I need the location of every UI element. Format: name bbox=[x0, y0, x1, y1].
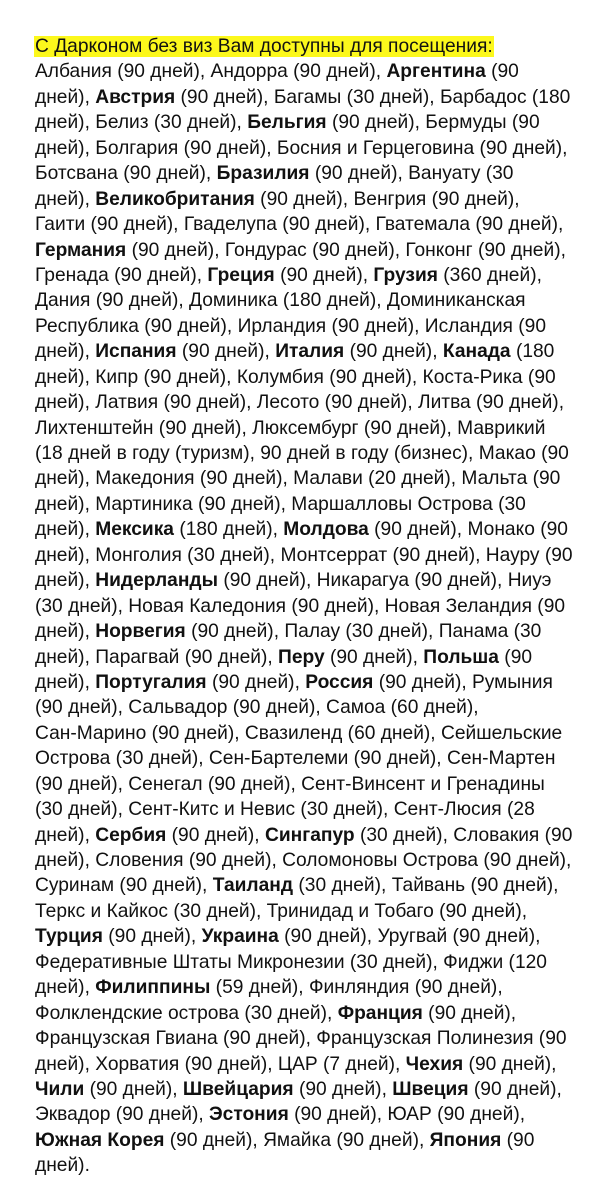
country-name-bold: Швейцария bbox=[182, 1078, 294, 1100]
text-segment: (90 дней), Багамы (30 дней), Барбадос (180 bbox=[175, 86, 571, 108]
country-list bbox=[35, 59, 573, 1178]
text-segment: (90 дней), bbox=[463, 1053, 557, 1075]
country-name-bold: Португалия bbox=[95, 671, 207, 693]
text-line bbox=[35, 238, 573, 263]
text-segment: дней), Белиз (30 дней), bbox=[35, 112, 248, 134]
text-segment: дней), bbox=[35, 341, 96, 363]
text-segment: (90 дней), Ямайка (90 дней), bbox=[164, 1129, 430, 1151]
text-segment: дней), Латвия (90 дней), Лесото (90 дней), Литва (90 дней), bbox=[35, 392, 565, 414]
text-line bbox=[35, 975, 573, 1000]
text-line bbox=[35, 466, 573, 491]
text-segment: Республика (90 дней), Ирландия (90 дней), Исландия (90 bbox=[35, 315, 546, 337]
country-name-bold: Сингапур bbox=[264, 824, 355, 846]
text-segment: (90 дней), ЮАР (90 дней), bbox=[288, 1104, 526, 1126]
text-line bbox=[35, 568, 573, 593]
country-name-bold: Греция bbox=[207, 264, 275, 286]
country-name-bold: Италия bbox=[275, 341, 345, 363]
text-segment: (90 дней), Уругвай (90 дней), bbox=[278, 926, 541, 948]
text-segment: (90 дней), Вануату (30 bbox=[309, 163, 514, 185]
text-segment: (90 дней), bbox=[274, 264, 374, 286]
text-segment: дней), bbox=[35, 188, 96, 210]
text-segment: Сан-Марино (90 дней), Свазиленд (60 дней), Сейшельские bbox=[35, 722, 563, 744]
country-name-bold: Нидерланды bbox=[95, 570, 218, 592]
text-segment: (30 дней), Тайвань (90 дней), bbox=[293, 875, 559, 897]
text-segment: дней), bbox=[35, 86, 96, 108]
text-segment: Гренада (90 дней), bbox=[35, 264, 208, 286]
text-line bbox=[35, 136, 573, 161]
country-name-bold: Таиланд bbox=[212, 875, 294, 897]
text-segment: дней). bbox=[35, 1155, 90, 1177]
country-name-bold: Польша bbox=[423, 646, 499, 668]
highlighted-title: С Дарконом без виз Вам доступны для посещения: bbox=[35, 36, 493, 57]
text-segment: (90 дней), bbox=[102, 926, 202, 948]
text-segment: (90 bbox=[485, 61, 519, 83]
text-segment: дней), bbox=[35, 570, 96, 592]
text-line bbox=[35, 772, 573, 797]
country-name-bold: Грузия bbox=[373, 264, 438, 286]
text-line bbox=[35, 746, 573, 771]
text-segment: дней), Болгария (90 дней), Босния и Герцеговина (90 дней), bbox=[35, 137, 568, 159]
text-line bbox=[35, 1077, 573, 1102]
country-name-bold: Германия bbox=[35, 239, 127, 261]
text-segment: Ботсвана (90 дней), bbox=[35, 163, 217, 185]
country-name-bold: Норвегия bbox=[95, 621, 186, 643]
text-segment: (90 дней), Сальвадор (90 дней), Самоа (60 дней), bbox=[35, 697, 479, 719]
country-name-bold: Россия bbox=[305, 671, 374, 693]
text-segment: (18 дней в году (туризм), 90 дней в году (бизнес), Макао (90 bbox=[35, 443, 569, 464]
country-name-bold: Украина bbox=[201, 926, 279, 948]
document-body bbox=[35, 34, 573, 1179]
text-segment: дней), Хорватия (90 дней), ЦАР (7 дней), bbox=[35, 1053, 406, 1075]
country-name-bold: Бельгия bbox=[247, 112, 327, 134]
text-segment: (90 дней), Никарагуа (90 дней), Ниуэ bbox=[218, 570, 552, 592]
text-segment: (90 bbox=[501, 1129, 535, 1151]
country-name-bold: Франция bbox=[337, 1002, 423, 1024]
text-line bbox=[35, 594, 573, 619]
text-segment: Гаити (90 дней), Гваделупа (90 дней), Гватемала (90 дней), bbox=[35, 214, 564, 236]
text-segment: (90 дней), Монако (90 bbox=[368, 519, 568, 541]
text-segment: (90 дней), bbox=[176, 341, 276, 363]
text-segment: дней), Монголия (30 дней), Монтсеррат (90 дней), Науру (90 bbox=[35, 544, 573, 566]
text-line bbox=[35, 670, 573, 695]
text-line bbox=[35, 492, 573, 517]
text-segment: дней), bbox=[35, 519, 96, 541]
text-line bbox=[35, 950, 573, 975]
title-line bbox=[35, 34, 573, 59]
text-segment: (90 дней), bbox=[344, 341, 443, 363]
text-segment: дней), Словения (90 дней), Соломоновы Острова (90 дней), bbox=[35, 850, 572, 871]
text-segment: (90 дней), bbox=[166, 824, 265, 846]
country-name-bold: Аргентина bbox=[386, 61, 486, 83]
text-segment: Острова (30 дней), Сен-Бартелеми (90 дней), Сен-Мартен bbox=[35, 748, 556, 770]
text-segment: (90 дней), Румыния bbox=[373, 671, 553, 693]
country-name-bold: Швеция bbox=[392, 1078, 469, 1100]
text-segment: (360 дней), bbox=[437, 264, 542, 286]
text-line bbox=[35, 390, 573, 415]
text-segment: дней), bbox=[35, 621, 96, 643]
text-line bbox=[35, 823, 573, 848]
text-line bbox=[35, 899, 573, 924]
text-segment: Теркс и Кайкос (30 дней), Тринидад и Тобаго (90 дней), bbox=[35, 900, 528, 922]
text-line bbox=[35, 721, 573, 746]
text-segment: Эквадор (90 дней), bbox=[35, 1104, 209, 1126]
text-segment: Федеративные Штаты Микронезии (30 дней), Фиджи (120 bbox=[35, 951, 547, 973]
text-line bbox=[35, 339, 573, 364]
country-name-bold: Сербия bbox=[95, 824, 167, 846]
text-segment: (90 дней), Гондурас (90 дней), Гонконг (90 дней), bbox=[126, 239, 566, 261]
country-name-bold: Чехия bbox=[405, 1053, 464, 1075]
text-segment: дней), bbox=[35, 977, 96, 999]
country-name-bold: Великобритания bbox=[95, 188, 255, 210]
country-name-bold: Турция bbox=[35, 926, 103, 948]
text-segment: дней), bbox=[35, 671, 96, 693]
text-segment: (90 дней), bbox=[206, 671, 306, 693]
country-name-bold: Бразилия bbox=[216, 163, 310, 185]
text-line bbox=[35, 416, 573, 441]
text-line bbox=[35, 59, 573, 84]
text-segment: (59 дней), Финляндия (90 дней), bbox=[210, 977, 503, 999]
country-name-bold: Япония bbox=[429, 1129, 502, 1151]
text-line bbox=[35, 848, 573, 873]
text-segment: (90 bbox=[498, 646, 533, 668]
text-line bbox=[35, 645, 573, 670]
text-segment: Суринам (90 дней), bbox=[35, 875, 213, 897]
text-segment: (90 дней), bbox=[293, 1078, 393, 1100]
text-line bbox=[35, 212, 573, 237]
text-segment: (90 дней), Бермуды (90 bbox=[326, 112, 540, 134]
text-segment: Дания (90 дней), Доминика (180 дней), Доминиканская bbox=[35, 290, 526, 312]
text-line bbox=[35, 1153, 573, 1178]
text-line bbox=[35, 797, 573, 822]
text-line bbox=[35, 543, 573, 568]
text-line bbox=[35, 924, 573, 949]
text-segment: (30 дней), Новая Каледония (90 дней), Новая Зеландия (90 bbox=[35, 595, 566, 617]
text-line bbox=[35, 517, 573, 542]
text-line bbox=[35, 695, 573, 720]
text-line bbox=[35, 873, 573, 898]
text-segment: Лихтенштейн (90 дней), Люксембург (90 дней), Маврикий bbox=[35, 417, 546, 439]
text-line bbox=[35, 1102, 573, 1127]
text-segment: Албания (90 дней), Андорра (90 дней), bbox=[35, 61, 387, 83]
text-segment: (90 дней), Венгрия (90 дней), bbox=[254, 188, 520, 210]
text-line bbox=[35, 1128, 573, 1153]
text-line bbox=[35, 288, 573, 313]
text-segment: (90 дней), Сенегал (90 дней), Сент-Винсент и Гренадины bbox=[35, 773, 545, 795]
text-segment: (90 дней), bbox=[422, 1002, 517, 1024]
text-line bbox=[35, 263, 573, 288]
country-name-bold: Молдова bbox=[283, 519, 369, 541]
text-segment: (90 дней), Палау (30 дней), Панама (30 bbox=[185, 621, 542, 643]
text-segment: (30 дней), Сент-Китс и Невис (30 дней), Сент-Люсия (28 bbox=[35, 799, 535, 821]
country-name-bold: Австрия bbox=[95, 86, 176, 108]
country-name-bold: Канада bbox=[442, 341, 511, 363]
text-line bbox=[35, 1026, 573, 1051]
country-name-bold: Мексика bbox=[95, 519, 174, 541]
text-segment: (90 дней), bbox=[324, 646, 424, 668]
text-segment: (180 bbox=[510, 341, 555, 363]
text-line bbox=[35, 619, 573, 644]
text-line bbox=[35, 365, 573, 390]
text-segment: (180 дней), bbox=[173, 519, 284, 541]
text-segment: дней), bbox=[35, 824, 96, 846]
text-line bbox=[35, 441, 573, 466]
text-segment: дней), Мартиника (90 дней), Маршалловы Острова (30 bbox=[35, 493, 526, 515]
text-line bbox=[35, 187, 573, 212]
country-name-bold: Перу bbox=[278, 646, 325, 668]
text-segment: (90 дней), bbox=[468, 1078, 562, 1100]
country-name-bold: Испания bbox=[95, 341, 177, 363]
country-name-bold: Чили bbox=[35, 1078, 85, 1100]
text-line bbox=[35, 1001, 573, 1026]
text-line bbox=[35, 110, 573, 135]
text-line bbox=[35, 161, 573, 186]
text-segment: Французская Гвиана (90 дней), Французская Полинезия (90 bbox=[35, 1028, 567, 1050]
text-segment: дней), Македония (90 дней), Малави (20 дней), Мальта (90 bbox=[35, 468, 561, 490]
text-line bbox=[35, 314, 573, 339]
text-line bbox=[35, 1052, 573, 1077]
text-segment: Фолклендские острова (30 дней), bbox=[35, 1002, 338, 1024]
text-segment: (90 дней), bbox=[84, 1078, 183, 1100]
text-segment: дней), Кипр (90 дней), Колумбия (90 дней), Коста-Рика (90 bbox=[35, 366, 556, 388]
text-line bbox=[35, 85, 573, 110]
country-name-bold: Эстония bbox=[209, 1104, 289, 1126]
text-segment: дней), Парагвай (90 дней), bbox=[35, 646, 279, 668]
country-name-bold: Филиппины bbox=[95, 977, 211, 999]
country-name-bold: Южная Корея bbox=[35, 1129, 165, 1151]
text-segment: (30 дней), Словакия (90 bbox=[354, 824, 573, 846]
